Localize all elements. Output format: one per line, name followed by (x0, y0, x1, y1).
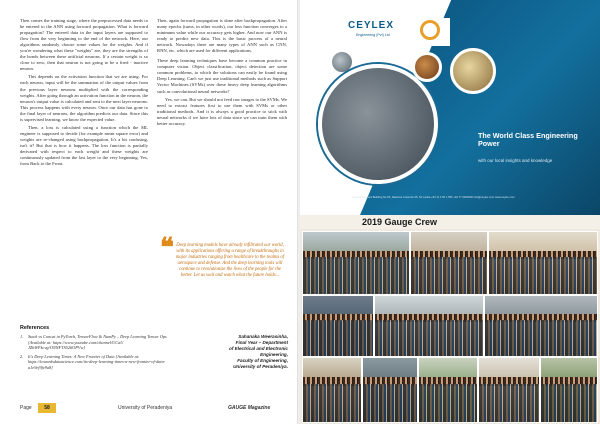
reference-text: It's Deep Learning Times: A New Frontier of Data [Available at: https://towardsdatascience.com/its-deep-learning-times-a-new-frontier-of-data-a1e9ef9fe9a8] (28, 353, 166, 370)
ad-photo-circle-large (318, 64, 438, 184)
reference-number: 2. (20, 353, 24, 359)
author-line: Faculty of Engineering, (237, 357, 288, 363)
page-number-badge: 58 (38, 403, 56, 413)
paragraph: Yes, we can. But we should not feed raw images to the SVMs. We need to extract features first to use them with SVMs or other traditional methods. And it is always a good practice to stick with neural networks if we have lots of data since we can train them with better accuracy. (157, 96, 287, 126)
crew-photo (484, 295, 598, 357)
reference-text: Stack vs Concat in PyTorch, TensorFlow & NumPy – Deep Learning Tensor Ops [Available at: https://www.youtube.com/channel/UCaU JZbWFkcvg/ONNFTS526OPVw] (28, 334, 167, 351)
paragraph: Then comes the training stage, where the preprocessed data needs to be entered to the ANN using forward propagation. What is forward propagation? The entered data in the input layers are supposed to flow from the very beginning to the end of the network. Here, our algorithms randomly choose some values for the weights. And if you're wondering what these "weights" are, they are the strengths of the bonds between these artificial neurons. If a certain weight is so close to zero, then that neuron is not going to be a fired - inactive neuron. (20, 18, 148, 72)
crew-photo (302, 231, 410, 295)
author-line: of Electrical and Electronic (229, 345, 288, 351)
crew-photo (540, 357, 598, 423)
article-column-1 (20, 18, 148, 169)
author-line: University of Peradeniya. (233, 363, 288, 369)
crew-photo (374, 295, 484, 357)
gear-icon (420, 20, 440, 40)
reference-item (20, 354, 180, 371)
ceylex-advertisement (300, 0, 600, 215)
gallery-title: 2019 Gauge Crew (362, 217, 438, 227)
left-page (0, 0, 298, 424)
page-footer (0, 402, 298, 416)
crew-photo (410, 231, 488, 295)
university-name: University of Peradeniya (118, 405, 173, 411)
quote-mark-icon: ❝ (160, 233, 174, 263)
crew-photo (478, 357, 540, 423)
reference-number: 1. (20, 334, 24, 339)
crew-photo (488, 231, 598, 295)
ad-headline: The World Class Engineering Power (478, 131, 578, 149)
reference-item (20, 334, 180, 351)
paragraph: Then, a loss is calculated using a function which the ML engineer is supposed to decide (for example mean square error) and weights are re-changed using backpropagation. It's a bit confusing, isn't it? But that is how it happens. The loss function is partially derivated with respect to each weight and these weights are continuously updated from the last layer to the very beginning. Yes, from Back to the Front. (20, 124, 148, 167)
article-column-2 (157, 18, 287, 129)
author-line: Final Year – Department (235, 339, 288, 345)
magazine-name: GAUGE Magazine (228, 405, 271, 411)
pull-quote-text: Deep learning models have already infiltrated our world, with its applications offering a range of breakthroughs in major industries ranging from healthcare to the realms of aerospace and defense. And the deep learning tools will continue to revolutionize the lives of the people for the better. Let us wait and watch what the future holds... (175, 243, 285, 279)
paragraph: This depends on the activation function that we are using. For each neuron, input will be the summation of the output values from the previous layer neurons multiplied with the corresponding weights. After going through an activation function in the neuron, the neuron's output value is calculated and sent to the next layer neurons. This process happens with every neuron. Once our data has gone to the final layer of neurons, the algorithm predicts our data. Since this is supervised learning, we know the expected value. (20, 74, 148, 122)
gallery-title-band (300, 215, 600, 229)
references-list (20, 334, 180, 374)
author-credit (200, 334, 288, 369)
author-line: Sahanaka Weerasinha, (238, 334, 288, 339)
ceylex-logo-subtitle: Engineering (Pvt) Ltd (356, 33, 390, 37)
crew-photo (302, 295, 374, 357)
paragraph: Then, again forward propagation is done after backpropagation. After many epochs (turns, in other words), our loss function converges to a minimum value while our accuracy gets higher. And now our ANN is ready to predict new data. This is the basic process of a neural network. Nowadays there are many types of ANN such as CNN, RNN, etc. which are used for different applications. (157, 18, 287, 54)
ad-photo-circle (412, 52, 442, 82)
crew-photo (302, 357, 362, 423)
ad-contact-details: Level 3, Shahani Building No 52, Nawinna Colombo 05, Sri Lanka +94 11 4 50 1 550 +94 77 0000000 info@ceylex.com www.ceylex.com (352, 196, 515, 199)
ad-photo-circle (450, 48, 496, 94)
crew-photo (362, 357, 418, 423)
references-heading: References (20, 325, 50, 331)
ceylex-logo: CEYLEX (348, 20, 395, 31)
crew-photo (418, 357, 478, 423)
ad-tagline: with our local insights and knowledge (478, 158, 553, 163)
pull-quote (160, 233, 287, 315)
paragraph: These deep learning techniques have become a common practice in computer vision. Object classification, object detection are some common problems, to which the solutions can easily be found using Deep Learning. Can't we just use traditional methods such as Support Vector Machines (SVMs) over these heavy deep learning algorithms such as convolutional neural networks? (157, 58, 287, 94)
page-label: Page (20, 405, 32, 411)
author-line: Engineering, (260, 351, 288, 357)
crew-photo-gallery (300, 215, 600, 424)
